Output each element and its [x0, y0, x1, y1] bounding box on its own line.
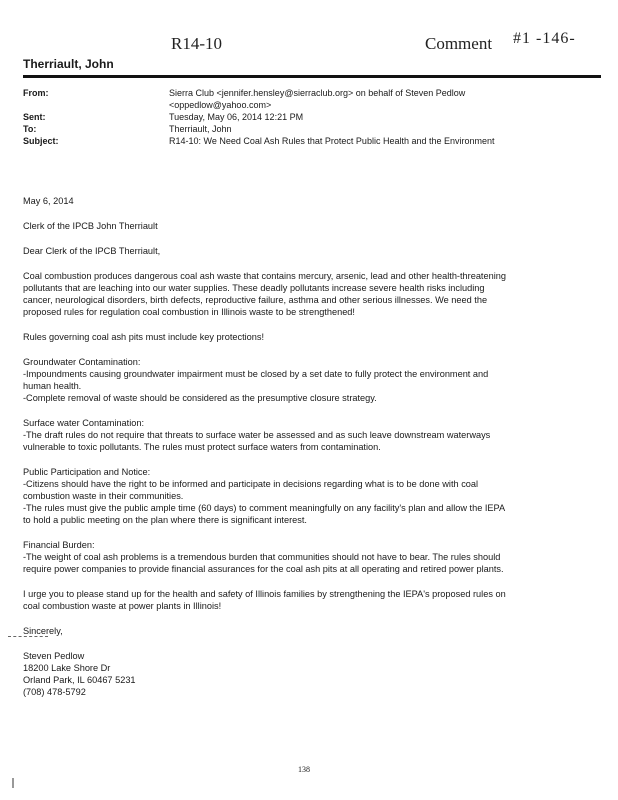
from-value: Sierra Club <jennifer.hensley@sierraclub.org> on behalf of Steven Pedlow [169, 88, 466, 98]
participation-line: to hold a public meeting on the plan where there is significant interest. [23, 515, 307, 525]
subject-label: Subject: [23, 136, 59, 146]
sent-row [23, 111, 608, 123]
surface-water-line: -The draft rules do not require that threats to surface water be assessed and as such leave downstream waterways [23, 430, 491, 440]
financial-line: -The weight of coal ash problems is a tremendous burden that communities should not have to bear. The rules should [23, 552, 501, 562]
from-row [23, 87, 608, 99]
groundwater-section [23, 356, 598, 404]
sent-label: Sent: [23, 112, 46, 122]
signer-phone: (708) 478-5792 [23, 687, 86, 697]
participation-line: -Citizens should have the right to be informed and participate in decisions regarding what is to be done with coal [23, 479, 479, 489]
financial-heading: Financial Burden: [23, 540, 95, 550]
subject-row [23, 135, 608, 147]
letter-body [23, 195, 598, 711]
scan-edge-mark [12, 778, 14, 788]
docket-number: R14-10 [171, 34, 222, 53]
to-row [23, 123, 608, 135]
financial-line: require power companies to provide financial assurances for the coal ash pits at all operating and retired power plants. [23, 564, 504, 574]
participation-line: -The rules must give the public ample time (60 days) to comment meaningfully on any facility's plan and allow the IEPA [23, 503, 506, 513]
intro-line: proposed rules for regulation coal combustion in Illinois waste to be strengthened! [23, 307, 355, 317]
groundwater-heading: Groundwater Contamination: [23, 357, 141, 367]
closing-line: I urge you to please stand up for the health and safety of Illinois families by strengthening the IEPA's proposed rules on [23, 589, 506, 599]
from-row-cont [23, 99, 608, 111]
intro-line: cancer, neurological disorders, birth defects, reproductive failure, asthma and other serious illnesses. We need the [23, 295, 488, 305]
intro-line: pollutants that are leaching into our water supplies. These deadly pollutants increase severe health risks including [23, 283, 485, 293]
header-divider [23, 75, 601, 78]
participation-section [23, 466, 598, 526]
signer-street: 18200 Lake Shore Dr [23, 663, 111, 673]
groundwater-line: -Impoundments causing groundwater impairment must be closed by a set date to fully protect the environment and [23, 369, 489, 379]
participation-line: combustion waste in their communities. [23, 491, 184, 501]
surface-water-heading: Surface water Contamination: [23, 418, 145, 428]
surface-water-line: vulnerable to toxic pollutants. The rules must protect surface waters from contamination. [23, 442, 381, 452]
groundwater-line: -Complete removal of waste should be considered as the presumptive closure strategy. [23, 393, 377, 403]
to-value: Therriault, John [169, 124, 232, 134]
signer-city: Orland Park, IL 60467 5231 [23, 675, 136, 685]
participation-heading: Public Participation and Notice: [23, 467, 151, 477]
groundwater-line: human health. [23, 381, 82, 391]
comment-number: #1 -146- [513, 30, 576, 47]
signer-name: Steven Pedlow [23, 651, 85, 661]
signature-block [23, 650, 598, 698]
surface-water-section [23, 417, 598, 453]
mailbox-owner: Therriault, John [23, 57, 114, 71]
to-label: To: [23, 124, 37, 134]
letter-date: May 6, 2014 [23, 196, 74, 206]
letter-salutation: Dear Clerk of the IPCB Therriault, [23, 246, 161, 256]
scan-artifact-line [8, 636, 48, 637]
intro-line: Coal combustion produces dangerous coal ash waste that contains mercury, arsenic, lead and other health-threatening [23, 271, 506, 281]
page-number: 138 [298, 765, 310, 774]
sent-value: Tuesday, May 06, 2014 12:21 PM [169, 112, 304, 122]
comment-label: Comment [425, 34, 493, 53]
letter-addressee: Clerk of the IPCB John Therriault [23, 221, 158, 231]
signoff: Sincerely, [23, 626, 63, 636]
email-header [23, 87, 608, 147]
document-stamps [0, 30, 618, 56]
protections-paragraph: Rules governing coal ash pits must include key protections! [23, 332, 265, 342]
subject-value: R14-10: We Need Coal Ash Rules that Protect Public Health and the Environment [169, 136, 495, 146]
intro-paragraph [23, 270, 598, 318]
closing-line: coal combustion waste at power plants in Illinois! [23, 601, 222, 611]
from-label: From: [23, 88, 49, 98]
closing-paragraph [23, 588, 598, 612]
from-email: <oppedlow@yahoo.com> [169, 100, 272, 110]
financial-section [23, 539, 598, 575]
